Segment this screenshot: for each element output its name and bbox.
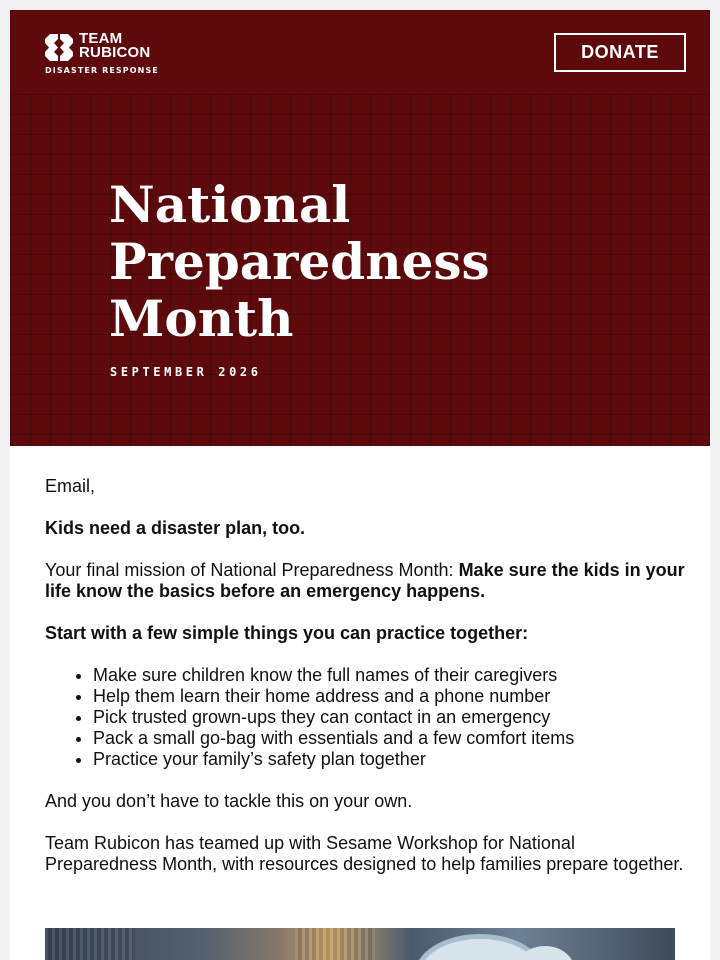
- list-item: • Pack a small go-bag with essentials and a few comfort items: [93, 728, 685, 749]
- partner-paragraph: Team Rubicon has teamed up with Sesame Workshop for National Preparedness Month, with resources designed to help families prepare together.: [45, 833, 684, 874]
- list-item: • Pick trusted grown-ups they can contact in an emergency: [93, 707, 685, 728]
- list-item: • Practice your family’s safety plan together: [93, 749, 685, 770]
- support-paragraph: And you don’t have to tackle this on your own.: [45, 791, 413, 811]
- greeting: Email,: [45, 476, 96, 496]
- image-curtain-right: [295, 928, 375, 960]
- donate-button[interactable]: DONATE: [554, 33, 686, 72]
- headline-text: Kids need a disaster plan, too.: [45, 518, 306, 538]
- image-curtain-left: [45, 928, 135, 960]
- hero-title-line-3: Month: [109, 289, 294, 348]
- logo-tagline: DISASTER RESPONSE: [45, 66, 159, 75]
- list-item: • Help them learn their home address and a phone number: [93, 686, 685, 707]
- team-rubicon-logo-icon: [45, 34, 73, 61]
- feature-image[interactable]: [45, 928, 675, 960]
- hero-title: [109, 176, 609, 347]
- logo-line-2: RUBICON: [79, 44, 151, 61]
- hero-date: SEPTEMBER 2026: [110, 365, 262, 379]
- intro-bold-text: Make sure the kids in your life know the basics before an emergency happens.: [45, 560, 685, 601]
- intro-paragraph: [45, 560, 685, 602]
- logo-line-1: TEAM: [79, 30, 123, 47]
- tips-list: [45, 665, 685, 770]
- intro-plain-text: Your final mission of National Preparedness Month:: [45, 560, 459, 580]
- logo-wordmark: [79, 32, 150, 60]
- list-heading: [45, 623, 685, 644]
- list-heading-text: Start with a few simple things you can practice together:: [45, 623, 529, 643]
- hero-banner: [10, 10, 710, 446]
- team-rubicon-logo[interactable]: [45, 32, 195, 82]
- hero-title-line-1: National: [109, 175, 351, 234]
- headline: [45, 518, 685, 539]
- list-item: • Make sure children know the full names of their caregivers: [93, 665, 685, 686]
- hero-title-line-2: Preparedness: [109, 232, 490, 291]
- email-header: [10, 10, 710, 94]
- email-body: [45, 476, 685, 896]
- email-container: [10, 10, 710, 960]
